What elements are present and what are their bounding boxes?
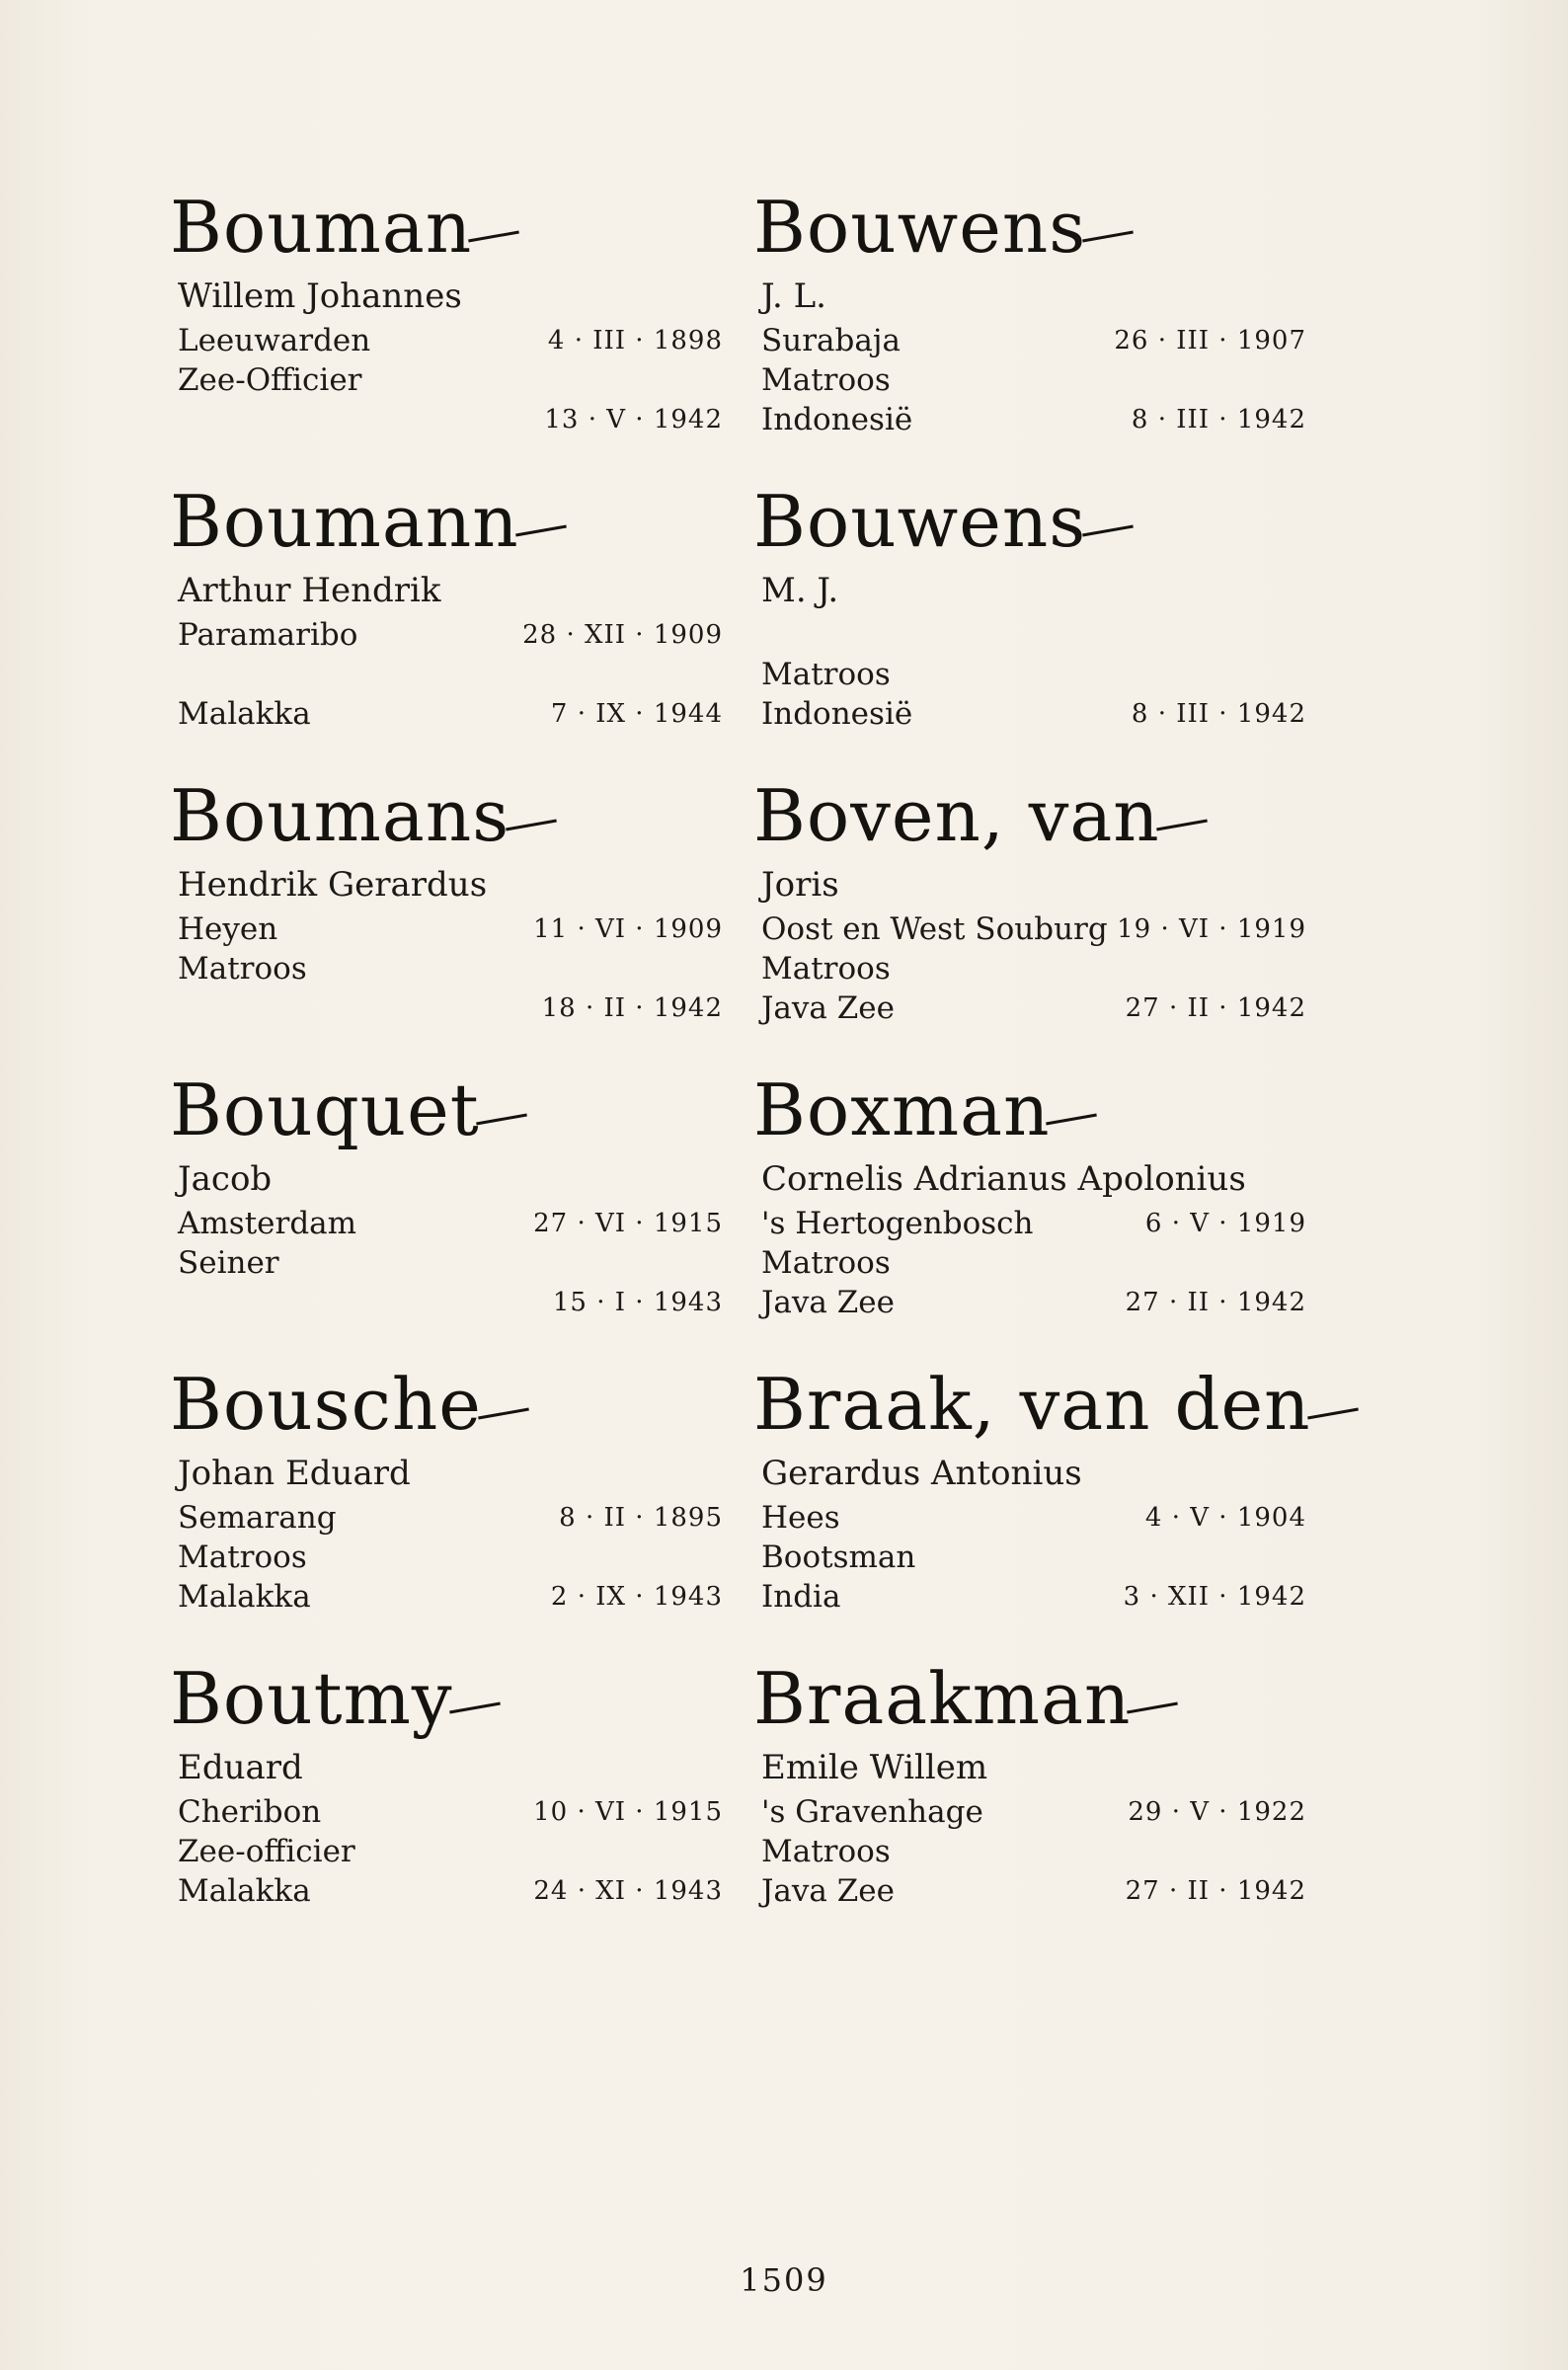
birth-date: 28 · XII · 1909 [522,620,723,650]
death-line [170,694,723,734]
birth-place: Leeuwarden [178,323,371,358]
birth-date: 19 · VI · 1919 [1117,914,1306,944]
death-line [170,1871,723,1911]
rank: Matroos [761,1245,891,1281]
entry [170,1654,723,1948]
birth-date: 6 · V · 1919 [1144,1209,1306,1238]
death-date: 24 · XI · 1943 [533,1876,723,1906]
rank: Matroos [178,1540,307,1575]
death-place: Indonesië [761,402,913,437]
birth-line [753,1498,1306,1538]
death-date: 7 · IX · 1944 [550,699,723,729]
death-line [170,1283,723,1322]
entry [170,771,723,1066]
death-place: Indonesië [761,696,913,732]
birth-date: 4 · III · 1898 [547,326,723,356]
given-names: Gerardus Antonius [761,1454,1082,1493]
rank-line [753,655,1306,694]
death-line [170,1577,723,1617]
birth-place: Oost en West Souburg [761,911,1108,947]
entry [170,1360,723,1654]
birth-line [753,321,1306,360]
death-date: 18 · II · 1942 [541,993,723,1023]
death-date: 27 · II · 1942 [1125,1288,1306,1317]
birth-date: 26 · III · 1907 [1114,326,1306,356]
death-date: 27 · II · 1942 [1125,993,1306,1023]
birth-date: 8 · II · 1895 [559,1503,723,1533]
death-line [753,694,1306,734]
entry [753,771,1306,1066]
death-place: Java Zee [761,990,895,1026]
death-line [753,988,1306,1028]
birth-date: 10 · VI · 1915 [533,1797,723,1827]
rank: Bootsman [761,1540,916,1575]
birth-date: 4 · V · 1904 [1144,1503,1306,1533]
given-names: Emile Willem [761,1748,988,1787]
rank-line [170,949,723,988]
given-names: Johan Eduard [178,1454,411,1493]
entry [170,477,723,771]
death-place: Malakka [178,696,311,732]
death-date: 8 · III · 1942 [1131,405,1306,434]
birth-place: Semarang [178,1500,337,1536]
rank: Zee-officier [178,1834,355,1869]
birth-line [170,615,723,655]
surname: Bouwens [753,477,1306,566]
birth-place: Paramaribo [178,617,358,653]
given-names: M. J. [761,571,839,610]
rank: Matroos [761,362,891,398]
entry [753,1654,1306,1948]
rank: Zee-Officier [178,362,362,398]
death-line [753,1577,1306,1617]
entry [753,183,1306,477]
birth-place: Cheribon [178,1794,322,1830]
birth-line [753,1204,1306,1243]
given-names: Arthur Hendrik [178,571,441,610]
birth-place: 's Gravenhage [761,1794,983,1830]
left-column [170,183,723,1948]
death-date: 3 · XII · 1942 [1123,1582,1306,1612]
surname: Boumans [170,771,723,860]
birth-date: 11 · VI · 1909 [533,914,723,944]
rank-line [753,1832,1306,1871]
rank-line [170,655,723,694]
surname: Boumann [170,477,723,566]
birth-line [170,909,723,949]
page-number: 1509 [740,2261,828,2299]
death-line [753,1283,1306,1322]
rank-line [170,360,723,400]
death-date: 27 · II · 1942 [1125,1876,1306,1906]
birth-place: Surabaja [761,323,901,358]
given-names: J. L. [761,276,826,316]
death-place: Java Zee [761,1285,895,1320]
given-names: Willem Johannes [178,276,462,316]
entry [753,1066,1306,1360]
birth-place: Amsterdam [178,1206,357,1241]
death-line [170,400,723,439]
rank-line [170,1832,723,1871]
birth-line [753,909,1306,949]
surname: Braak, van den [753,1360,1306,1449]
rank: Matroos [761,951,891,987]
rank: Matroos [761,1834,891,1869]
rank-line [753,949,1306,988]
rank: Seiner [178,1245,279,1281]
birth-line [753,615,1306,655]
surname: Boutmy [170,1654,723,1743]
birth-line [753,1792,1306,1832]
birth-place: Hees [761,1500,840,1536]
rank: Matroos [761,657,891,692]
death-line [753,400,1306,439]
birth-place: Heyen [178,911,278,947]
rank-line [170,1538,723,1577]
surname: Boven, van [753,771,1306,860]
death-place: Malakka [178,1579,311,1615]
death-date: 8 · III · 1942 [1131,699,1306,729]
birth-line [170,1792,723,1832]
death-place: Malakka [178,1873,311,1909]
surname: Braakman [753,1654,1306,1743]
rank-line [753,360,1306,400]
entry [753,1360,1311,1654]
death-date: 13 · V · 1942 [544,405,723,434]
birth-line [170,1204,723,1243]
death-place: Java Zee [761,1873,895,1909]
birth-date: 29 · V · 1922 [1128,1797,1306,1827]
surname: Bouquet [170,1066,723,1154]
death-line [753,1871,1306,1911]
birth-line [170,1498,723,1538]
rank-line [753,1243,1306,1283]
surname: Bouman [170,183,723,272]
given-names: Eduard [178,1748,303,1787]
surname: Boxman [753,1066,1306,1154]
birth-date: 27 · VI · 1915 [533,1209,723,1238]
death-place: India [761,1579,841,1615]
rank-line [753,1538,1306,1577]
rank: Matroos [178,951,307,987]
given-names: Joris [761,865,839,905]
death-date: 2 · IX · 1943 [550,1582,723,1612]
entry [753,477,1306,771]
rank-line [170,1243,723,1283]
birth-line [170,321,723,360]
surname: Bouwens [753,183,1306,272]
death-line [170,988,723,1028]
given-names: Cornelis Adrianus Apolonius [761,1159,1246,1199]
right-column [753,183,1311,1948]
surname: Bousche [170,1360,723,1449]
entry [170,1066,723,1360]
given-names: Hendrik Gerardus [178,865,488,905]
given-names: Jacob [178,1159,273,1199]
death-date: 15 · I · 1943 [552,1288,723,1317]
entry [170,183,723,477]
birth-place: 's Hertogenbosch [761,1206,1034,1241]
